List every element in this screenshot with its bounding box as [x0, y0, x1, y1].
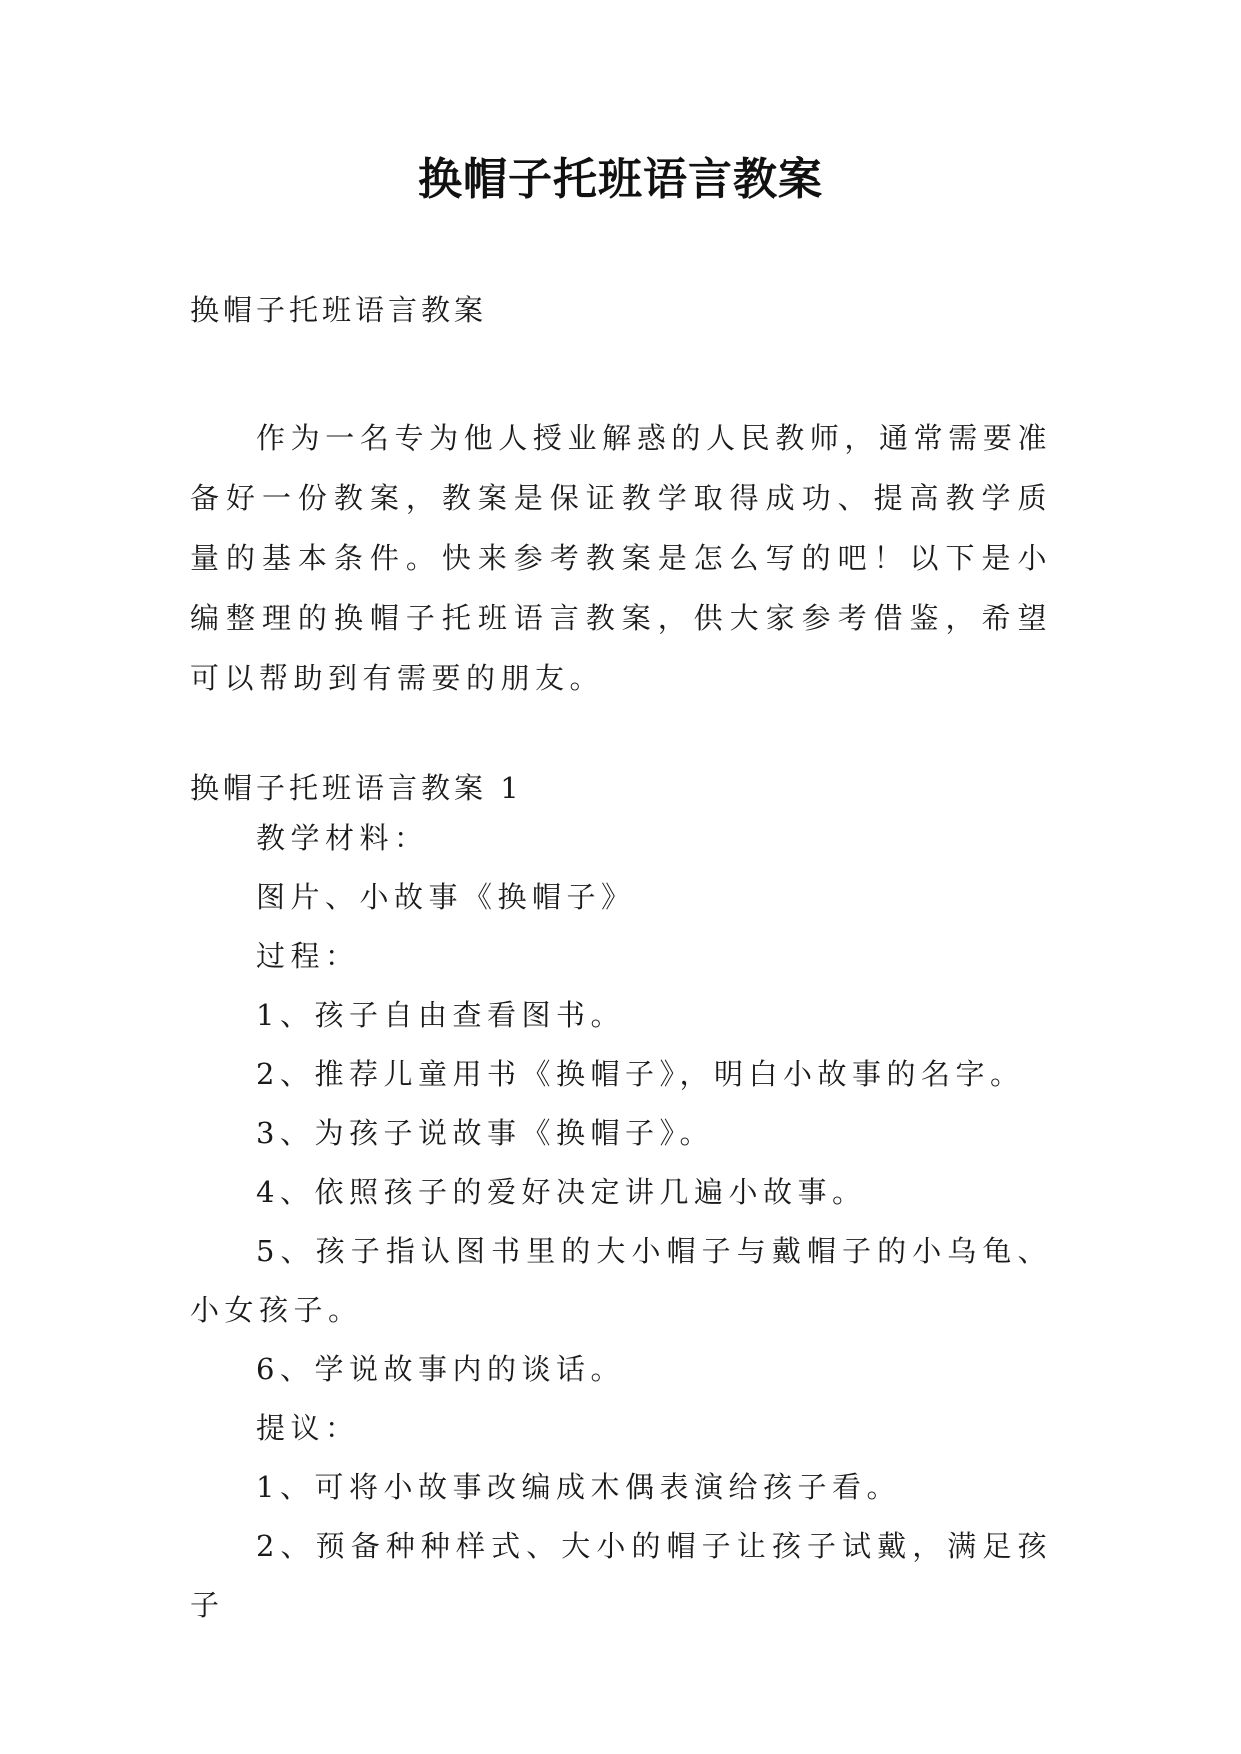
body-line-step-6: 6、学说故事内的谈话。	[256, 1352, 625, 1386]
body-line-step-5: 5、孩子指认图书里的大小帽子与戴帽子的小乌龟、小女孩子。	[190, 1234, 1052, 1327]
body-line-suggestion-label: 提议：	[256, 1411, 360, 1445]
body-line-suggestion-1: 1、可将小故事改编成木偶表演给孩子看。	[256, 1470, 901, 1504]
body-line-process-label: 过程：	[256, 939, 360, 973]
body-line-materials: 图片、小故事《换帽子》	[256, 880, 636, 914]
body-line-materials-label: 教学材料：	[256, 821, 429, 855]
body-line-step-3: 3、为孩子说故事《换帽子》。	[256, 1116, 714, 1150]
body-line-step-4: 4、依照孩子的爱好决定讲几遍小故事。	[256, 1175, 867, 1209]
section-heading: 换帽子托班语言教案 1	[190, 771, 523, 805]
body-line-step-2: 2、推荐儿童用书《换帽子》，明白小故事的名字。	[256, 1057, 1025, 1091]
section-body	[190, 809, 1052, 1635]
intro-paragraph: 作为一名专为他人授业解惑的人民教师，通常需要准备好一份教案，教案是保证教学取得成功、提高教学质量的基本条件。快来参考教案是怎么写的吧！以下是小编整理的换帽子托班语言教案，供大家参考借鉴，希望可以帮助到有需要的朋友。	[190, 421, 1052, 695]
body-line-suggestion-2: 2、预备种种样式、大小的帽子让孩子试戴，满足孩子	[190, 1529, 1052, 1622]
document-subtitle: 换帽子托班语言教案	[190, 293, 488, 327]
document-title: 换帽子托班语言教案	[418, 154, 823, 205]
body-line-step-1: 1、孩子自由查看图书。	[256, 998, 625, 1032]
